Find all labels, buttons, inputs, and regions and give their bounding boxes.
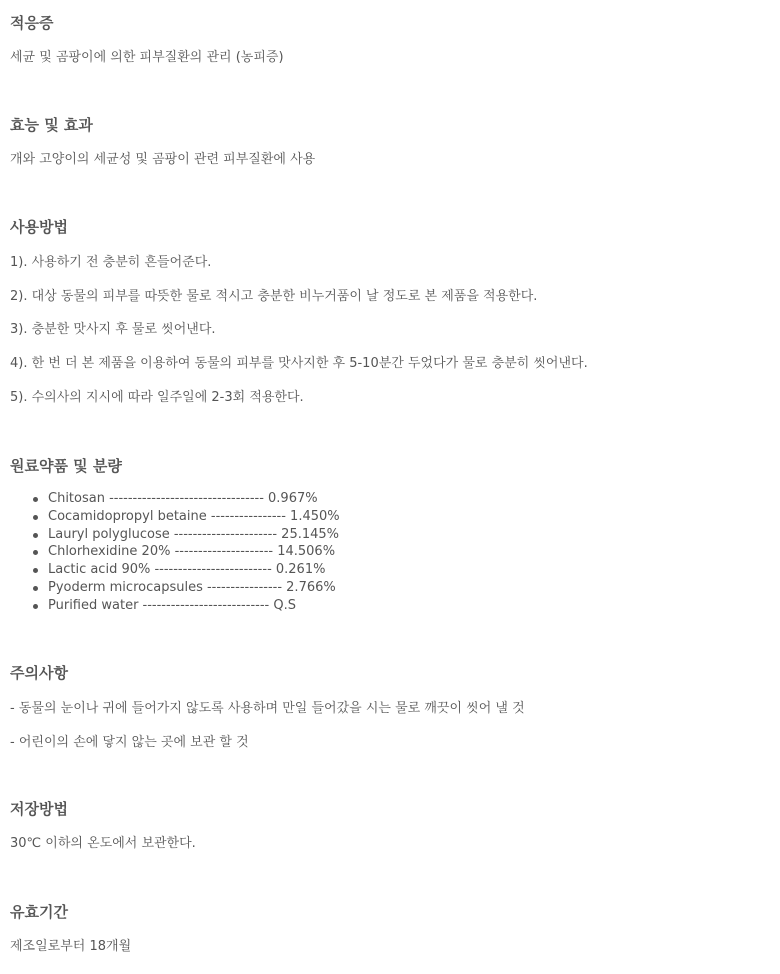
usage-step: 2). 대상 동물의 피부를 따뜻한 물로 적시고 충분한 비누거품이 날 정도로 본 제품을 적용한다. xyxy=(10,289,538,304)
indications-section xyxy=(10,13,770,67)
storage-heading: 저장방법 xyxy=(10,800,68,818)
ingredients-section xyxy=(10,456,770,613)
efficacy-text: 개와 고양이의 세균성 및 곰팡이 관련 피부질환에 사용 xyxy=(10,152,316,167)
precautions-section xyxy=(10,663,770,750)
usage-step: 1). 사용하기 전 충분히 흔들어준다. xyxy=(10,255,212,270)
indications-text: 세균 및 곰팡이에 의한 피부질환의 관리 (농피증) xyxy=(10,50,284,65)
ingredient-item: Cocamidopropyl betaine ---------------- 1.450% xyxy=(10,508,340,526)
ingredients-heading: 원료약품 및 분량 xyxy=(10,457,122,475)
expiry-heading: 유효기간 xyxy=(10,903,68,921)
usage-step: 5). 수의사의 지시에 따라 일주일에 2-3회 적용한다. xyxy=(10,390,304,405)
usage-section xyxy=(10,217,770,405)
precaution-item: - 동물의 눈이나 귀에 들어가지 않도록 사용하며 만일 들어갔을 시는 물로 깨끗이 씻어 낼 것 xyxy=(10,701,525,716)
storage-text: 30℃ 이하의 온도에서 보관한다. xyxy=(10,836,196,851)
efficacy-section xyxy=(10,115,770,169)
expiry-section xyxy=(10,902,770,956)
ingredients-list xyxy=(10,490,340,615)
precaution-item: - 어린이의 손에 닿지 않는 곳에 보관 할 것 xyxy=(10,735,249,750)
usage-step: 3). 충분한 맛사지 후 물로 씻어낸다. xyxy=(10,322,216,337)
ingredient-item: Lactic acid 90% ------------------------- 0.261% xyxy=(10,561,340,579)
ingredient-item: Chlorhexidine 20% --------------------- 14.506% xyxy=(10,543,340,561)
ingredient-item: Chitosan --------------------------------- 0.967% xyxy=(10,490,340,508)
efficacy-heading: 효능 및 효과 xyxy=(10,116,93,134)
precautions-heading: 주의사항 xyxy=(10,664,68,682)
ingredient-item: Lauryl polyglucose ---------------------- 25.145% xyxy=(10,526,340,544)
expiry-text: 제조일로부터 18개월 xyxy=(10,939,132,954)
storage-section xyxy=(10,799,770,853)
usage-step: 4). 한 번 더 본 제품을 이용하여 동물의 피부를 맛사지한 후 5-10분간 두었다가 물로 충분히 씻어낸다. xyxy=(10,356,588,371)
ingredient-item: Pyoderm microcapsules ---------------- 2.766% xyxy=(10,579,340,597)
indications-heading: 적응증 xyxy=(10,14,54,32)
usage-heading: 사용방법 xyxy=(10,218,68,236)
ingredient-item: Purified water --------------------------- Q.S xyxy=(10,597,340,615)
